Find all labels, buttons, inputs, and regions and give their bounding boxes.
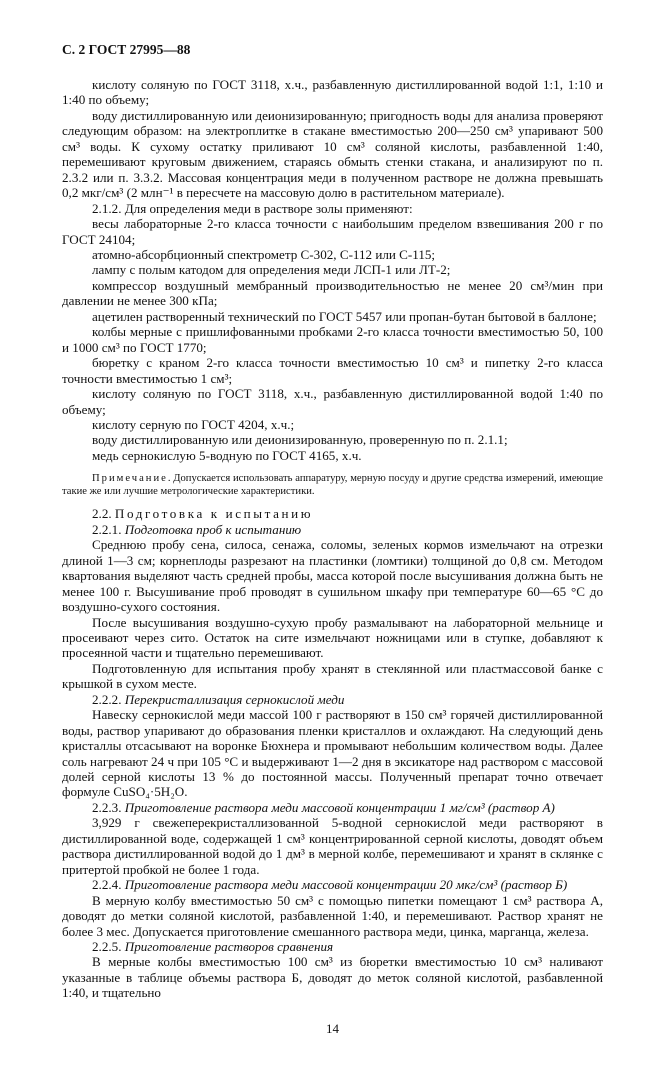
paragraph: медь сернокислую 5-водную по ГОСТ 4165, х.ч. — [92, 447, 362, 463]
section-number: 2.2. — [92, 506, 112, 522]
paragraph: Навеску сернокислой меди массой 100 г растворяют в 150 см³ горячей дистиллированной воды, раствор упаривают до образования пленки кристаллов и охлаждают. На следующий день кристаллы отсасывают на воронке Бюхнера и промывают небольшим количеством воды. Далее соль нагревают 24 ч при 105 °С и выдерживают 1—2 дня в эксикаторе над раствором с массовой долей серной кислоты 13 % до постоянной массы. Полученный препарат точно отвечает формуле CuSO₄·5H₂O. — [62, 707, 603, 800]
subsection-heading — [62, 800, 603, 815]
paragraph: В мерную колбу вместимостью 50 см³ с помощью пипетки помещают 1 см³ раствора А, доводят до метки соляной кислотой, разбавленной 1:40, и перемешивают. Раствор хранят не более 3 мес. Допускается приготовление смешанного раствора меди, цинка, марганца, железа. — [62, 892, 603, 939]
paragraph: лампу с полым катодом для определения меди ЛСП-1 или ЛТ-2; — [92, 262, 451, 278]
section-title: Подготовка к испытанию — [114, 506, 314, 522]
subsection-number: 2.2.1. — [92, 521, 122, 537]
paragraph: весы лабораторные 2-го класса точности с наибольшим пределом взвешивания 200 г по ГОСТ 24104; — [62, 216, 603, 247]
page-number: 14 — [326, 1020, 339, 1036]
note-text: . Допускается использовать аппаратуру, мерную посуду и другие средства измерений, имеющие такие же или лучшие метрологические характеристики. — [62, 473, 603, 498]
subsection-title: Приготовление раствора меди массовой концентрации 1 мг/см³ (раствор А) — [124, 799, 555, 815]
paragraph: воду дистиллированную или деионизированную, проверенную по п. 2.1.1; — [92, 432, 508, 448]
paragraph: В мерные колбы вместимостью 100 см³ из бюретки вместимостью 10 см³ наливают указанные в таблице объемы раствора Б, доводят до меток соляной кислотой, разбавленной 1:40, и тщательно — [62, 954, 603, 1001]
paragraph: кислоту серную по ГОСТ 4204, х.ч.; — [92, 416, 295, 432]
document-body — [62, 77, 603, 1001]
paragraph: кислоту соляную по ГОСТ 3118, х.ч., разбавленную дистиллированной водой 1:40 по объему; — [62, 386, 603, 417]
page-header: С. 2 ГОСТ 27995—88 — [62, 42, 191, 57]
paragraph: Среднюю пробу сена, силоса, сенажа, соломы, зеленых кормов измельчают на отрезки длиной 1—3 см; корнеплоды разрезают на пластинки (ломтики) толщиной до 0,8 см. Методом квартования выделяют часть средней пробы, масса которой после высушивания должна быть не менее 100 г. Высушивание проб проводят в сушильном шкафу при температуре 60—65 °С до воздушно-сухого состояния. — [62, 537, 603, 615]
paragraph: бюретку с краном 2-го класса точности вместимостью 10 см³ и пипетку 2-го класса точности вместимостью 1 см³; — [62, 355, 603, 386]
paragraph: Подготовленную для испытания пробу хранят в стеклянной или пластмассовой банке с крышкой в сухом месте. — [62, 660, 603, 692]
subsection-title: Подготовка проб к испытанию — [124, 521, 302, 537]
subsection-number: 2.2.4. — [92, 877, 122, 893]
subsection-title: Перекристаллизация сернокислой меди — [124, 691, 345, 707]
paragraph: компрессор воздушный мембранный производительностью не менее 20 см³/мин при давлении не менее 300 кПа; — [62, 277, 603, 309]
subsection-number: 2.2.5. — [92, 939, 122, 955]
note-label: Примечание — [92, 473, 168, 485]
section-heading-2-2 — [62, 506, 603, 521]
paragraph: кислоту соляную по ГОСТ 3118, х.ч., разбавленную дистиллированной водой 1:1, 1:10 и 1:40 по объему; — [62, 77, 603, 108]
subsection-heading — [62, 877, 603, 892]
subsection-heading — [62, 692, 603, 707]
paragraph: После высушивания воздушно-сухую пробу размалывают на лабораторной мельнице и просеивают через сито. Остаток на сите измельчают ножницами или в ступке, добавляют к просеянной части и тщательно перемешивают. — [62, 614, 603, 661]
paragraph: воду дистиллированную или деионизированную; пригодность воды для анализа проверяют следующим образом: на электроплитке в стакане вместимостью 200—250 см³ упаривают 500 см³ воды. К сухому остатку приливают 10 см³ соляной кислоты, разбавленной 1:40, перемешивают круговым движением, стараясь обмыть стенки стакана, и анализируют по п. 2.3.2 или п. 3.3.2. Массовая концентрация меди в полученном растворе не должна превышать 0,2 мкг/см³ (2 млн⁻¹ в пересчете на массовую долю в растительном материале). — [62, 107, 603, 201]
subsection-heading — [62, 522, 603, 537]
note — [62, 472, 603, 498]
paragraph: колбы мерные с пришлифованными пробками 2-го класса точности вместимостью 50, 100 и 1000 см³ по ГОСТ 1770; — [62, 324, 603, 355]
paragraph: 3,929 г свежеперекристаллизованной 5-водной сернокислой меди растворяют в дистиллированной воде, содержащей 1 см³ концентрированной серной кислоты, доводят объем раствора дистиллированной водой до 1 дм³ в мерной колбе, перемешивают и хранят в склянке с притертой пробкой не более 1 года. — [62, 815, 603, 877]
paragraph: атомно-абсорбционный спектрометр С-302, С-112 или С-115; — [92, 246, 436, 262]
paragraph: ацетилен растворенный технический по ГОСТ 5457 или пропан-бутан бытовой в баллоне; — [92, 308, 597, 324]
subsection-heading — [62, 939, 603, 954]
subsection-number: 2.2.3. — [92, 799, 122, 815]
subsection-title: Приготовление раствора меди массовой концентрации 20 мкг/см³ (раствор Б) — [124, 877, 568, 893]
subsection-number: 2.2.2. — [92, 691, 122, 707]
paragraph: 2.1.2. Для определения меди в растворе золы применяют: — [92, 200, 413, 216]
subsection-title: Приготовление растворов сравнения — [124, 939, 334, 955]
